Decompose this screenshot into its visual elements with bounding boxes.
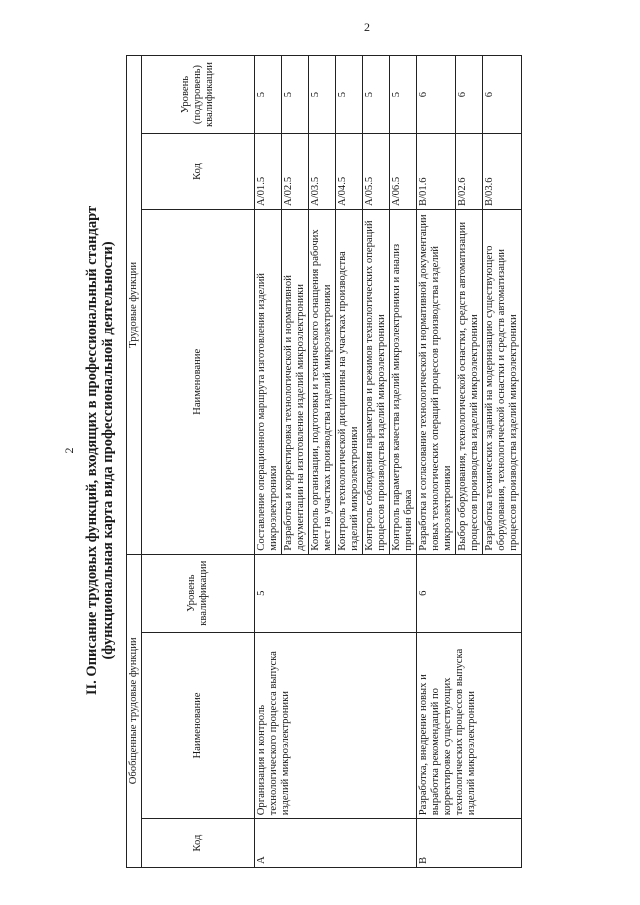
function-name: Составление операционного маршрута изготовления изделий микроэлектроники (255, 209, 282, 554)
table-body (255, 56, 522, 868)
function-name: Контроль организации, подготовки и технического оснащения рабочих мест на участках производства изделий микроэлектроники (309, 209, 336, 554)
function-level: 5 (255, 56, 282, 134)
function-code: A/06.5 (390, 134, 417, 210)
labor-functions-header: Трудовые функции (127, 56, 142, 555)
function-level: 5 (282, 56, 309, 134)
tf-level-header: Уровень (подуровень) квалификации (142, 56, 255, 134)
function-code: A/05.5 (363, 134, 390, 210)
functional-map-table (126, 55, 522, 868)
group-code: A (255, 819, 417, 868)
generalized-functions-header: Обобщенные трудовые функции (127, 554, 142, 867)
group-name: Разработка, внедрение новых и выработка рекомендаций по корректировке существующих технологических процессов выпуска изделий микроэлектроники (417, 632, 522, 818)
rotated-page (62, 33, 630, 868)
function-level: 5 (336, 56, 363, 134)
group-level: 6 (417, 554, 522, 632)
function-code: B/01.6 (417, 134, 456, 210)
function-code: A/03.5 (309, 134, 336, 210)
function-code: A/04.5 (336, 134, 363, 210)
function-code: A/01.5 (255, 134, 282, 210)
function-name: Контроль соблюдения параметров и режимов технологических операций процессов производства изделий микроэлектроники (363, 209, 390, 554)
function-name: Разработка технических заданий на модернизацию существующего оборудования, технологической оснастки и средств автоматизации процессов производства изделий микроэлектроники (483, 209, 522, 554)
code-header: Код (142, 819, 255, 868)
section-title (84, 33, 116, 868)
function-level: 6 (456, 56, 483, 134)
tf-code-header: Код (142, 134, 255, 210)
group-level: 5 (255, 554, 417, 632)
function-level: 5 (309, 56, 336, 134)
function-code: B/02.6 (456, 134, 483, 210)
page-number-rotated: 2 (62, 447, 76, 454)
table-row (255, 56, 282, 868)
page-number: 2 (364, 20, 370, 34)
function-name: Разработка и корректировка технологической и нормативной документации на изготовление изделий микроэлектроники (282, 209, 309, 554)
function-name: Контроль параметров качества изделий микроэлектроники и анализ причин брака (390, 209, 417, 554)
section-title-line2: (функциональная карта вида профессиональной деятельности) (100, 241, 116, 660)
function-name: Разработка и согласование технологической и нормативной документации новых технологических операций процессов производства изделий микроэлектроники (417, 209, 456, 554)
tf-name-header: Наименование (142, 209, 255, 554)
section-title-line1: II. Описание трудовых функций, входящих в профессиональный стандарт (84, 205, 100, 696)
function-code: A/02.5 (282, 134, 309, 210)
function-name: Контроль технологической дисциплины на участках производства изделий микроэлектроники (336, 209, 363, 554)
function-code: B/03.6 (483, 134, 522, 210)
name-header: Наименование (142, 632, 255, 818)
function-level: 5 (390, 56, 417, 134)
function-name: Выбор оборудования, технологической оснастки, средств автоматизации процессов производства изделий микроэлектроники (456, 209, 483, 554)
level-header: Уровень квалификации (142, 554, 255, 632)
function-level: 6 (417, 56, 456, 134)
group-code: B (417, 819, 522, 868)
group-name: Организация и контроль технологического процесса выпуска изделий микроэлектроники (255, 632, 417, 818)
function-level: 5 (363, 56, 390, 134)
function-level: 6 (483, 56, 522, 134)
table-row (417, 56, 456, 868)
